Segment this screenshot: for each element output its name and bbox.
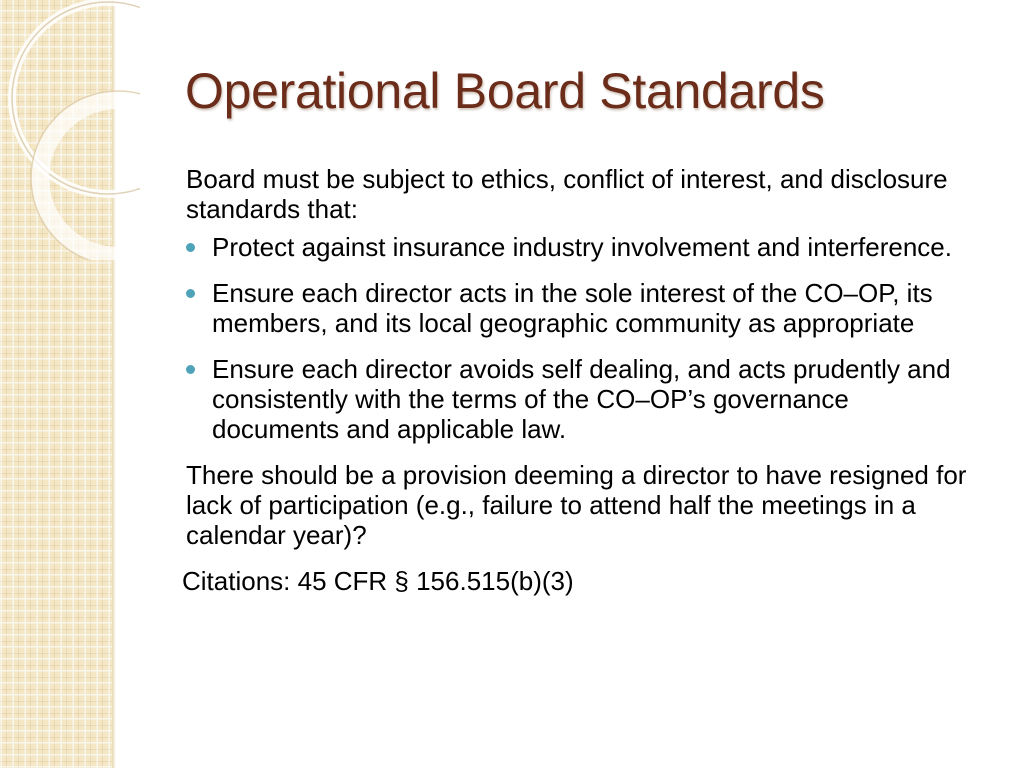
slide-content	[182, 164, 972, 596]
bullet-dot-icon	[186, 289, 195, 298]
bullet-item	[182, 354, 972, 444]
citation-text: Citations: 45 CFR § 156.515(b)(3)	[182, 566, 574, 596]
bullet-item	[182, 232, 972, 262]
bullet-item	[182, 278, 972, 338]
bullet-list	[182, 232, 972, 444]
slide-title: Operational Board Standards	[185, 63, 825, 119]
provision-paragraph: There should be a provision deeming a director to have resigned for lack of participation (e.g., failure to attend half the meetings in a calendar year)?	[186, 460, 967, 550]
bullet-dot-icon	[186, 243, 195, 252]
bullet-dot-icon	[186, 365, 195, 374]
decorative-rings	[0, 0, 140, 260]
bullet-text: Ensure each director avoids self dealing, and acts prudently and consistently with the terms of the CO–OP’s governance documents and applicable law.	[212, 354, 951, 444]
bullet-text: Ensure each director acts in the sole interest of the CO–OP, its members, and its local geographic community as appropriate	[212, 278, 933, 338]
intro-paragraph: Board must be subject to ethics, conflict of interest, and disclosure standards that:	[186, 164, 948, 224]
bullet-text: Protect against insurance industry involvement and interference.	[212, 232, 952, 262]
